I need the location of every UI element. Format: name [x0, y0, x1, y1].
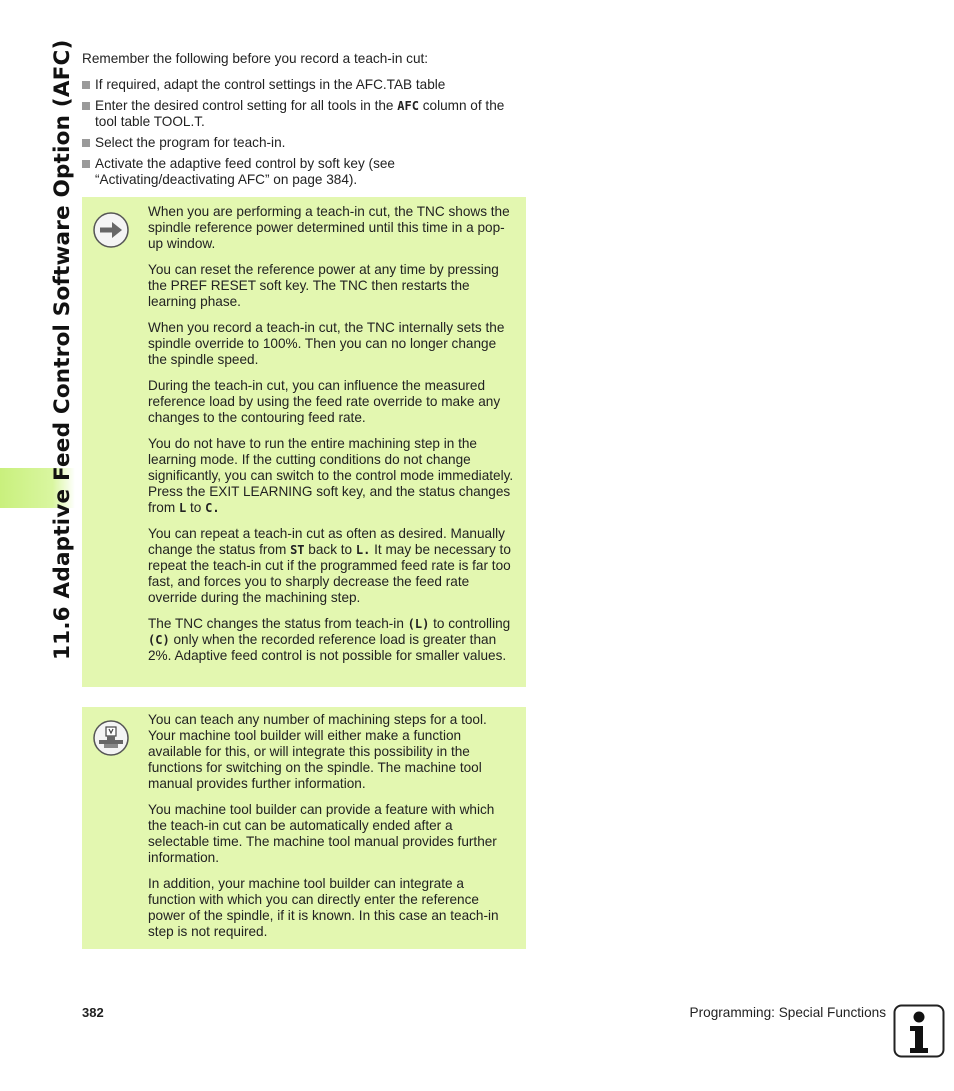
info-icon: [893, 1004, 945, 1058]
note-paragraph: When you record a teach-in cut, the TNC internally sets the spindle override to 100%. Then you can no longer change the spindle speed.: [148, 320, 505, 367]
note-paragraph: During the teach-in cut, you can influence the measured reference load by using the feed rate override to make any changes to the contouring feed rate.: [148, 378, 501, 425]
note-paragraph: You can repeat a teach-in cut as often as desired. Manually change the status from ST back to L. It may be necessary to repeat the teach-in cut if the programmed feed rate is far too fast, and forces you to sharply decrease the feed rate override during the machining step.: [148, 526, 511, 605]
status-code: C.: [205, 501, 220, 515]
status-code: L: [178, 501, 187, 515]
arrow-right-icon: [92, 211, 130, 249]
bullet-item: If required, adapt the control settings in the AFC.TAB table: [82, 77, 527, 93]
section-title: 11.6 Adaptive Feed Control Software Option (AFC): [50, 39, 75, 660]
note-paragraph: You can teach any number of machining steps for a tool. Your machine tool builder will either make a function available for this, or will integrate this possibility in the functions for switching on the spindle. The machine tool manual provides further information.: [148, 712, 487, 791]
bullet-item: Select the program for teach-in.: [82, 135, 527, 151]
page-number: 382: [82, 1005, 104, 1020]
note-paragraph: You machine tool builder can provide a feature with which the teach-in cut can be automatically ended after a selectable time. The machine tool manual provides further information.: [148, 802, 497, 865]
note-box-machine: [82, 707, 526, 949]
status-code: (C): [148, 633, 170, 647]
bullet-square-icon: [82, 81, 90, 89]
bullet-list: [82, 77, 527, 193]
status-code: L.: [355, 543, 371, 557]
chapter-title: Programming: Special Functions: [689, 1005, 886, 1020]
bullet-square-icon: [82, 160, 90, 168]
note-paragraph: The TNC changes the status from teach-in (L) to controlling (C) only when the recorded reference load is greater than 2%. Adaptive feed control is not possible for smaller values.: [148, 616, 511, 663]
bullet-item: Activate the adaptive feed control by soft key (see “Activating/deactivating AFC” on page 384).: [82, 156, 527, 188]
note-paragraph: When you are performing a teach-in cut, the TNC shows the spindle reference power determined until this time in a pop-up window.: [148, 204, 510, 251]
note-paragraph: You can reset the reference power at any time by pressing the PREF RESET soft key. The TNC then restarts the learning phase.: [148, 262, 499, 309]
note-box-info: [82, 197, 526, 687]
bullet-item: Enter the desired control setting for all tools in the AFC column of the tool table TOOL.T.: [82, 98, 527, 130]
bullet-square-icon: [82, 139, 90, 147]
status-code: (L): [407, 617, 430, 631]
machine-tool-icon: [92, 719, 130, 757]
afc-column-code: AFC: [397, 99, 419, 113]
intro-text: Remember the following before you record a teach-in cut:: [82, 51, 429, 66]
note-paragraph: In addition, your machine tool builder can integrate a function with which you can directly enter the reference power of the spindle, if it is known. In this case an teach-in step is not required.: [148, 876, 499, 939]
note-paragraph: You do not have to run the entire machining step in the learning mode. If the cutting conditions do not change significantly, you can switch to the control mode immediately. Press the EXIT LEARNING soft key, and the status changes from L to C.: [148, 436, 514, 515]
status-code: ST: [290, 543, 305, 557]
bullet-square-icon: [82, 102, 90, 110]
